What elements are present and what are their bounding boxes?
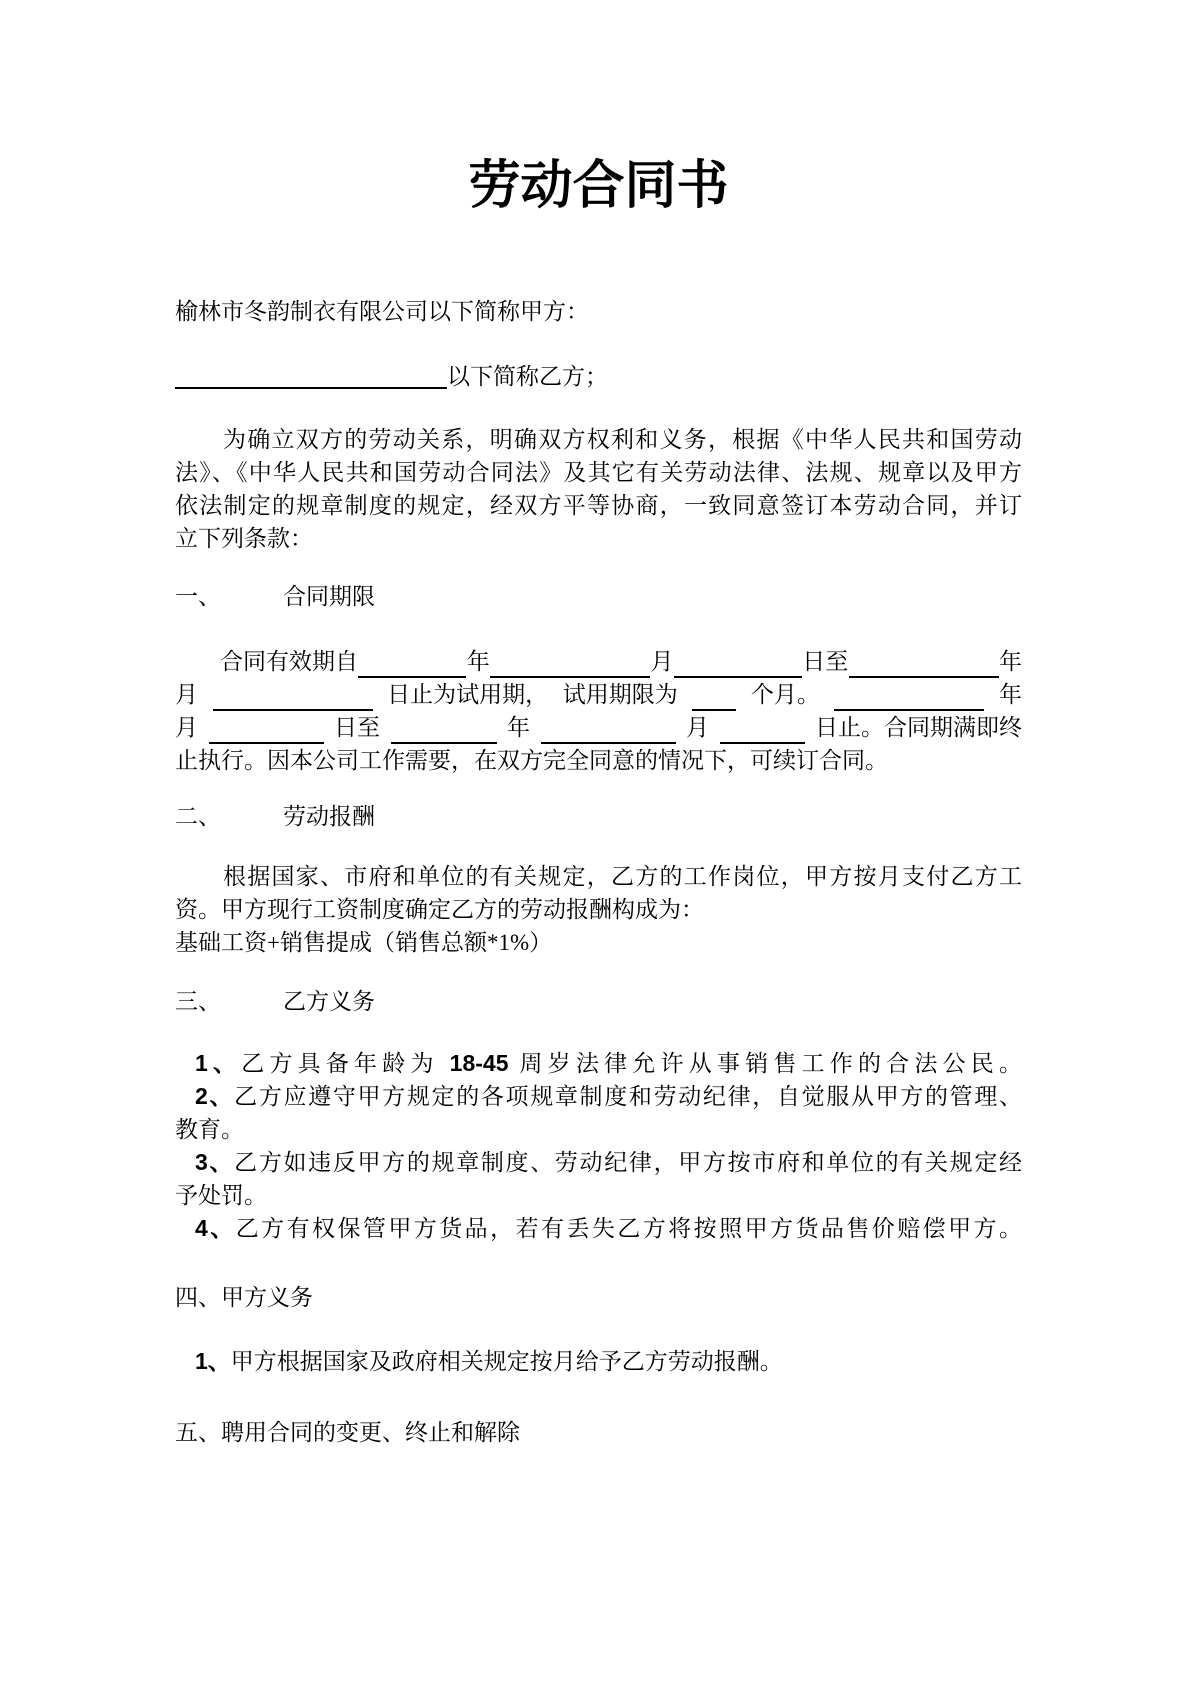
section-3-heading [175, 985, 1022, 1018]
section-3-number: 三、 [175, 989, 221, 1014]
term-text: 月 [175, 682, 198, 707]
term-text: 试用期限为 [562, 682, 678, 707]
item-number: 3、 [195, 1149, 235, 1175]
pay-line-1: 根据国家、市府和单位的有关规定，乙方的工作岗位，甲方按月支付乙方工 [223, 864, 1022, 889]
section-3-title: 乙方义务 [283, 989, 375, 1014]
obligation-item-1 [175, 1047, 1022, 1080]
item-text: 周岁法律允许从事销售工作的合法公民。 [508, 1051, 1022, 1076]
obligation-item-2-line-2: 教育。 [175, 1117, 244, 1142]
item-text: 甲方根据国家及政府相关规定按月给予乙方劳动报酬。 [230, 1349, 783, 1374]
labor-pay-paragraph [175, 860, 1022, 959]
obligation-item-3-line-2: 予处罚。 [175, 1183, 267, 1208]
party-a-obligation-1 [175, 1345, 1022, 1378]
party-b-label: 以下简称乙方； [447, 364, 608, 389]
age-range: 18-45 [449, 1050, 509, 1076]
preamble-line-2: 法》、《中华人民共和国劳动合同法》及其它有关劳动法律、法规、规章以及甲方 [175, 460, 1022, 485]
section-5-title: 聘用合同的变更、终止和解除 [221, 1420, 520, 1445]
item-text: 乙方有权保管甲方货品，若有丢失乙方将按照甲方货品售价赔偿甲方。 [235, 1216, 1022, 1241]
term-text: 个月。 [750, 682, 820, 707]
fill-in-blank-months [692, 682, 736, 711]
item-number: 4、 [195, 1215, 236, 1241]
term-line-2 [175, 678, 1022, 711]
fill-in-blank-year [849, 649, 999, 678]
section-4-number: 四、 [175, 1285, 221, 1310]
obligation-item-2-line-1 [175, 1080, 1022, 1113]
party-a-line: 榆林市冬韵制衣有限公司以下简称甲方： [175, 299, 589, 324]
section-1-number: 一、 [175, 584, 221, 609]
term-text: 月 [686, 715, 709, 740]
term-text: 年 [507, 715, 530, 740]
preamble-line-1: 为确立双方的劳动关系，明确双方权利和义务，根据《中华人民共和国劳动 [223, 427, 1022, 452]
term-text: 合同有效期自 [220, 649, 358, 674]
fill-in-blank-month [490, 649, 650, 678]
fill-in-blank-day [674, 649, 802, 678]
term-text: 日止为试用期， [387, 682, 549, 707]
term-text: 月 [650, 649, 674, 674]
item-number: 2、 [195, 1083, 235, 1109]
section-2-number: 二、 [175, 804, 221, 829]
term-text: 日至 [802, 649, 849, 674]
obligation-item-4 [175, 1212, 1022, 1245]
term-text: 年 [998, 682, 1022, 707]
term-line-1 [175, 645, 1022, 678]
section-1-title: 合同期限 [283, 584, 375, 609]
pay-formula-line: 基础工资+销售提成（销售总额*1%） [175, 930, 553, 955]
item-text: 乙方应遵守甲方规定的各项规章制度和劳动纪律，自觉服从甲方的管理、 [234, 1084, 1022, 1109]
preamble-line-4: 立下列条款： [175, 526, 313, 551]
term-line-4: 止执行。因本公司工作需要，在双方完全同意的情况下，可续订合同。 [175, 748, 888, 773]
preamble-line-3: 依法制定的规章制度的规定，经双方平等协商，一致同意签订本劳动合同，并订 [175, 493, 1022, 518]
item-number: 1、 [195, 1348, 231, 1374]
section-4-title: 甲方义务 [221, 1285, 313, 1310]
fill-in-blank-day [720, 715, 805, 744]
term-text: 日至 [334, 715, 380, 740]
section-1-heading [175, 580, 1022, 613]
term-text: 月 [175, 715, 198, 740]
contract-term-paragraph [175, 645, 1022, 777]
item-text: 乙方具备年龄为 [241, 1051, 450, 1076]
section-4-heading [175, 1281, 1022, 1314]
pay-line-2: 资。甲方现行工资制度确定乙方的劳动报酬构成为： [175, 897, 704, 922]
preamble-paragraph [175, 423, 1022, 555]
fill-in-blank-month [541, 715, 676, 744]
obligation-item-3-line-1 [175, 1146, 1022, 1179]
term-text: 日止。合同期满即终 [815, 715, 1022, 740]
section-2-heading [175, 800, 1022, 833]
fill-in-blank-day [209, 715, 324, 744]
contract-title: 劳动合同书 [468, 158, 729, 215]
section-2-title: 劳动报酬 [283, 804, 375, 829]
fill-in-blank-year [391, 715, 497, 744]
party-b-obligations-list [175, 1047, 1022, 1245]
party-b-line [175, 360, 1022, 393]
fill-in-blank-year [834, 682, 984, 711]
item-text: 乙方如违反甲方的规章制度、劳动纪律，甲方按市府和单位的有关规定经 [234, 1150, 1022, 1175]
term-text: 年 [466, 649, 490, 674]
item-number: 1、 [195, 1050, 242, 1076]
term-text: 年 [999, 649, 1022, 674]
fill-in-blank-year [358, 649, 466, 678]
section-5-heading [175, 1416, 1022, 1449]
term-line-3 [175, 711, 1022, 744]
section-5-number: 五、 [175, 1420, 221, 1445]
party-b-fill-blank [175, 361, 447, 389]
fill-in-blank-day [213, 682, 373, 711]
